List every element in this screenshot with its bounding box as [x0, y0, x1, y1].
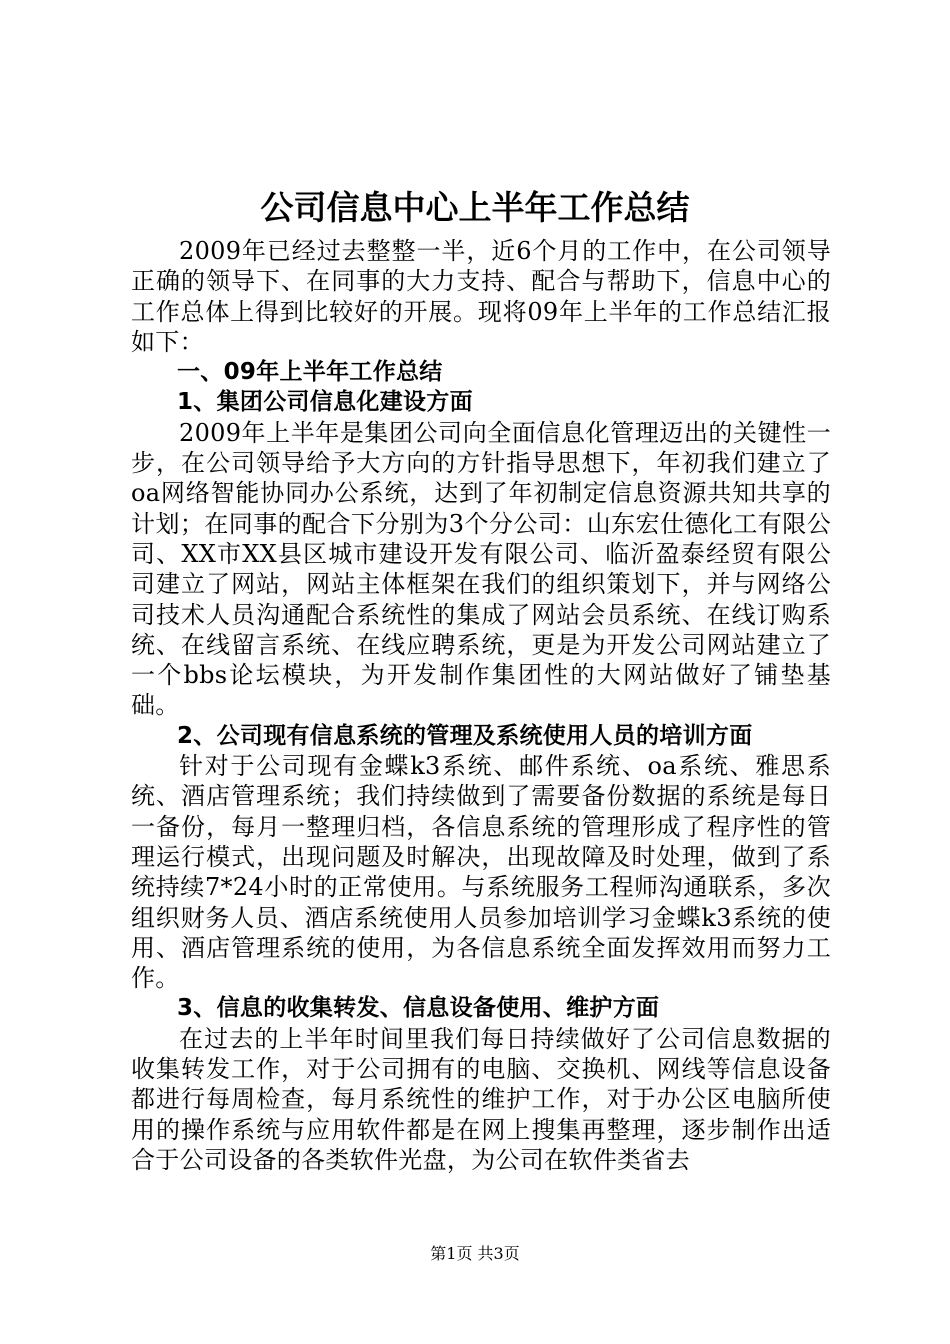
section-heading-summary: 一、09年上半年工作总结 — [177, 359, 443, 386]
page-indicator: 第1页 共3页 — [430, 1244, 520, 1263]
intro-paragraph: 2009年已经过去整整一半，近6个月的工作中，在公司领导正确的领导下、在同事的大力支持、配合与帮助下，信息中心的工作总体上得到比较好的开展。现将09年上半年的工作总结汇报如下： — [131, 237, 831, 356]
document-body — [131, 236, 831, 1175]
subsection-heading-information-equipment: 3、信息的收集转发、信息设备使用、维护方面 — [177, 995, 660, 1022]
subsection-heading-informatization: 1、集团公司信息化建设方面 — [177, 389, 473, 416]
paragraph-system-management: 针对于公司现有金蝶k3系统、邮件系统、oa系统、雅思系统、酒店管理系统；我们持续做到了需要备份数据的系统是每日一备份，每月一整理归档，各信息系统的管理形成了程序性的管理运行模式，出现问题及时解决，出现故障及时处理，做到了系统持续7*24小时的正常使用。与系统服务工程师沟通联系，多次组织财务人员、酒店系统使用人员参加培训学习金蝶k3系统的使用、酒店管理系统的使用，为各信息系统全面发挥效用而努力工作。 — [131, 752, 831, 993]
document-title: 公司信息中心上半年工作总结 — [260, 188, 690, 227]
subsection-heading-system-management: 2、公司现有信息系统的管理及系统使用人员的培训方面 — [177, 722, 753, 749]
paragraph-informatization: 2009年上半年是集团公司向全面信息化管理迈出的关键性一步，在公司领导给予大方向的方针指导思想下，年初我们建立了oa网络智能协同办公系统，达到了年初制定信息资源共知共享的计划；在同事的配合下分别为3个分公司：山东宏仕德化工有限公司、XX市XX县区城市建设开发有限公司、临沂盈泰经贸有限公司建立了网站，网站主体框架在我们的组织策划下，并与网络公司技术人员沟通配合系统性的集成了网站会员系统、在线订购系统、在线留言系统、在线应聘系统，更是为开发公司网站建立了一个bbs论坛模块，为开发制作集团性的大网站做好了铺垫基础。 — [131, 418, 831, 720]
paragraph-information-equipment: 在过去的上半年时间里我们每日持续做好了公司信息数据的收集转发工作，对于公司拥有的电脑、交换机、网线等信息设备都进行每周检查，每月系统性的维护工作，对于办公区电脑所使用的操作系统与应用软件都是在网上搜集再整理，逐步制作出适合于公司设备的各类软件光盘，为公司在软件类省去 — [131, 1024, 831, 1174]
